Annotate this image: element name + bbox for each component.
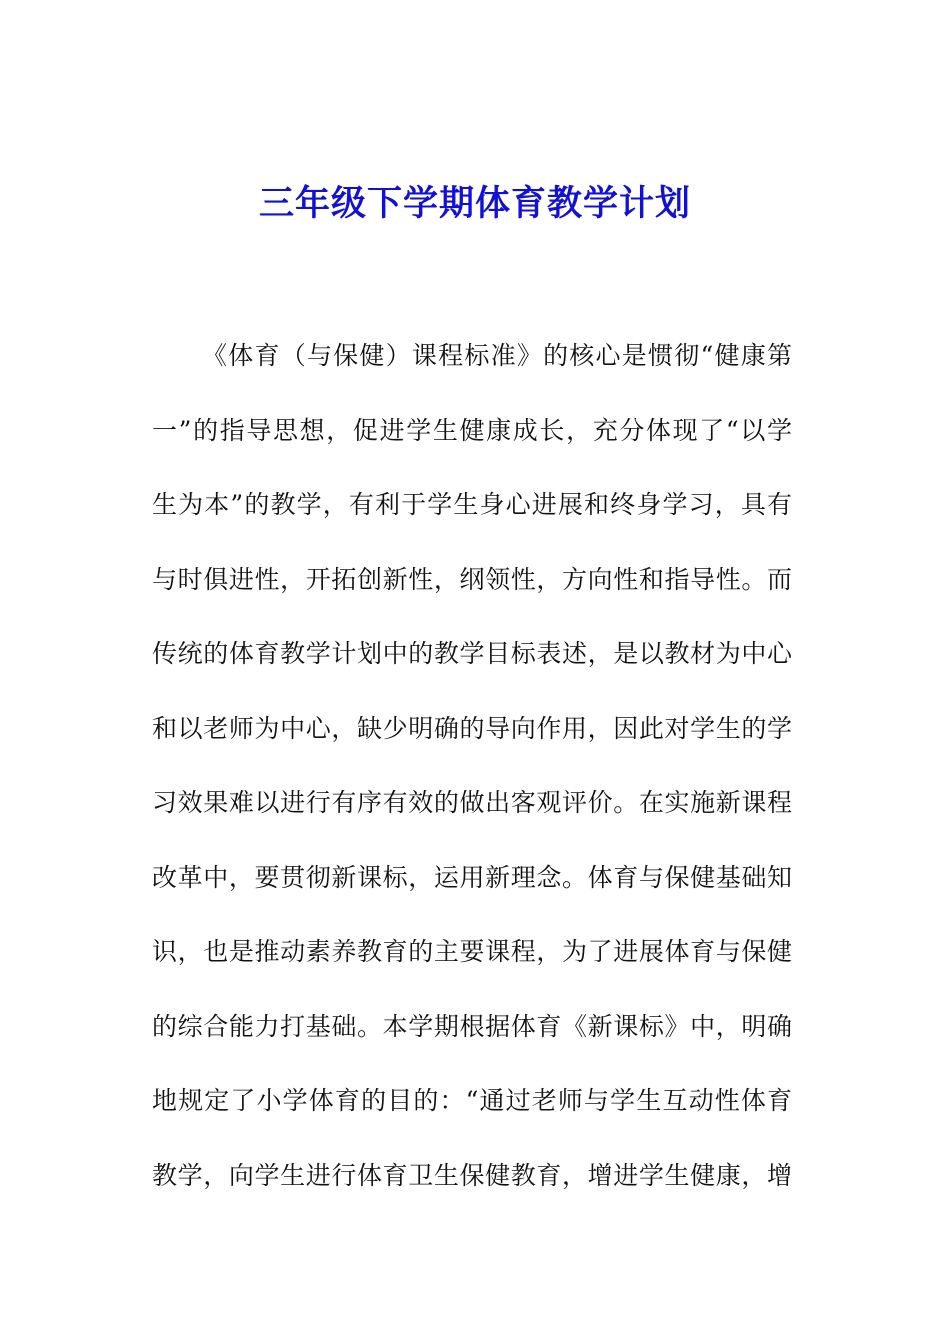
paragraph-line: 地规定了小学体育的目的：“通过老师与学生互动性体育 [152, 1086, 792, 1115]
paragraph-line: 识，也是推动素养教育的主要课程，为了进展体育与保健 [152, 937, 792, 966]
paragraph-line: 的综合能力打基础。本学期根据体育《新课标》中，明确 [152, 1011, 792, 1041]
paragraph-line: 与时俱进性，开拓创新性，纲领性，方向性和指导性。而 [152, 564, 792, 594]
paragraph-line: 一”的指导思想，促进学生健康成长，充分体现了“以学 [152, 415, 792, 445]
paragraph-line: 改革中，要贯彻新课标，运用新理念。体育与保健基础知 [152, 862, 792, 892]
paragraph-line: 教学，向学生进行体育卫生保健教育，增进学生健康，增 [152, 1160, 792, 1190]
paragraph-line: 《体育（与保健）课程标准》的核心是惯彻“健康第 [202, 341, 792, 370]
paragraph-line: 和以老师为中心，缺少明确的导向作用，因此对学生的学 [152, 713, 792, 743]
document-body [152, 326, 792, 1220]
paragraph-line: 生为本”的教学，有利于学生身心进展和终身学习，具有 [152, 490, 792, 519]
paragraph-line: 习效果难以进行有序有效的做出客观评价。在实施新课程 [152, 788, 792, 817]
document-title: 三年级下学期体育教学计划 [258, 184, 691, 224]
paragraph-line: 传统的体育教学计划中的教学目标表述，是以教材为中心 [152, 639, 792, 668]
